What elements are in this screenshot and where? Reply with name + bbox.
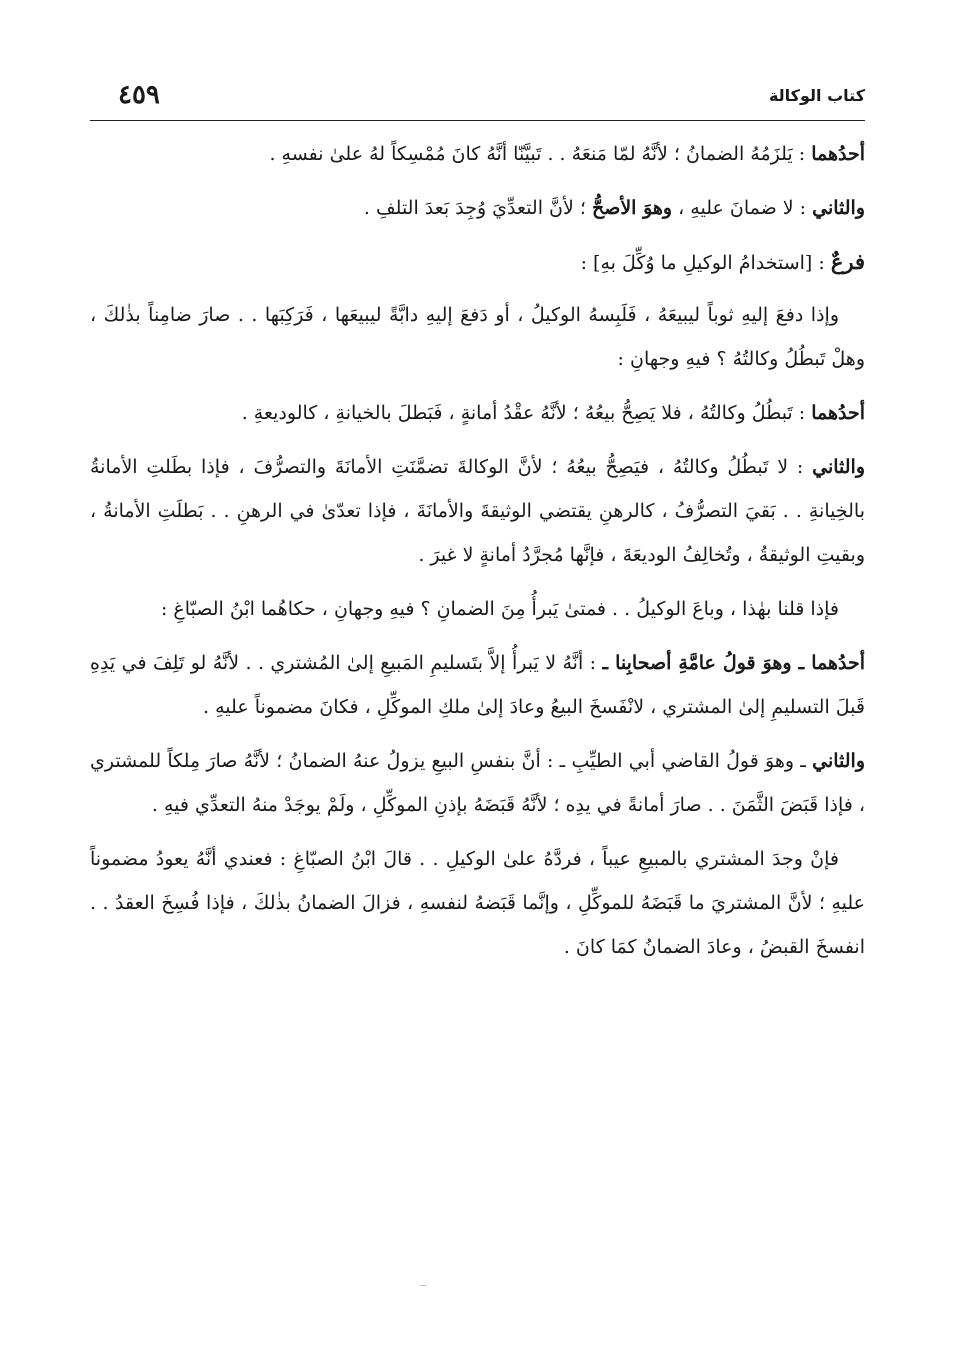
- paragraph-7: [90, 641, 865, 729]
- paragraph-text: ـ وهوَ قولُ القاضي أبي الطيِّبِ ـ : أنَّ بنفسِ البيعِ يزولُ عنهُ الضمانُ ؛ لأنَّهُ صارَ مِلكاً للمشتري ، فإذا قَبَضَ الثَّمَنَ . . صارَ أمانةً في يدِه ؛ لأنَّهُ قَبَضَهُ بإذنِ الموكِّلِ ، ولَمْ يوجَدْ منهُ التعدِّي فيهِ .: [90, 750, 865, 816]
- paragraph-text-after: ؛ لأنَّ التعدِّيَ وُجِدَ بَعدَ التلفِ .: [363, 197, 592, 219]
- paragraph-text: : يَلزَمُهُ الضمانُ ؛ لأنَّهُ لمّا مَنعَهُ . . تَبيَّنّا أنَّهُ كانَ مُمْسِكاً لهُ علىٰ نفسهِ .: [269, 143, 812, 165]
- paragraph-lead: والثاني: [812, 456, 865, 478]
- paragraph-lead: أحدُهما ـ وهوَ قولُ عامَّةِ أصحابِنا ـ: [602, 652, 865, 674]
- paragraph-text: : أنَّهُ لا يَبرأُ إلاَّ بتَسليمِ المَبيعِ إلىٰ المُشتري . . لأنَّهُ لو تَلِفَ في يَدِهِ قَبلَ التسليمِ إلىٰ المشتري ، لانْفَسخَ البيعُ وعادَ إلىٰ ملكِ الموكِّلِ ، فكانَ مضموناً عليهِ .: [90, 652, 865, 718]
- paragraph-text: : لا تَبطُلُ وكالتُهُ ، فيَصِحُّ بيعُهُ ؛ لأنَّ الوكالةَ تضمَّنَتِ الأمانَةَ والتصرُّفَ ، فإذا بطَلتِ الأمانةُ بالخِيانةِ . . بَقيَ التصرُّفُ ، كالرهنِ يقتضي الوثيقةَ والأمانَةَ ، فإذا تعدّىٰ في الرهنِ . . بَطلَتِ الأمانةُ ، وبقيتِ الوثيقةُ ، وتُخالِفُ الوديعَةَ ، فإنَّها مُجرَّدُ أمانةٍ لا غيرَ .: [90, 456, 865, 566]
- paragraph-text: فإنْ وجدَ المشتري بالمبيعِ عيباً ، فردَّهُ علىٰ الوكيلِ . . قالَ ابْنُ الصبّاغِ : فعندي أنَّهُ يعودُ مضموناً عليهِ ؛ لأنَّ المشتريَ ما قَبَضَهُ للموكِّلِ ، وإنَّما قَبَضهُ لنفسهِ ، فزالَ الضمانُ بذٰلكَ ، فإذا فُسِخَ العقدُ . . انفسخَ القبضُ ، وعادَ الضمانُ كمَا كانَ .: [90, 848, 865, 958]
- paragraph-lead: والثاني: [812, 197, 865, 219]
- book-page: [90, 70, 865, 1310]
- paragraph-3: [90, 293, 865, 381]
- paragraph-lead: والثاني: [812, 750, 865, 772]
- paragraph-lead: أحدُهما: [811, 143, 865, 165]
- paragraph-text: وإذا دفعَ إليهِ ثوباً ليبيعَهُ ، فَلَبِسهُ الوكيلُ ، أو دَفعَ إليهِ دابَّةً ليبيعَها ، فَرَكِبَها . . صارَ ضامِناً بذٰلكَ ، وهلْ تَبطُلُ وكالتُهُ ؟ فيهِ وجهانِ :: [90, 304, 865, 370]
- paragraph-text: : تَبطُلُ وكالتُهُ ، فلا يَصِحُّ بيعُهُ ؛ لأنَّهُ عقْدُ أمانةٍ ، فَبَطلَ بالخيانةِ ، كالوديعةِ .: [241, 402, 812, 424]
- running-title: كتاب الوكالة: [768, 86, 865, 105]
- paragraph-9: [90, 837, 865, 969]
- section-heading-word: فرعٌ: [830, 249, 865, 274]
- paragraph-emphasis: وهوَ الأصحُّ: [591, 197, 673, 219]
- paragraph-5: [90, 445, 865, 577]
- scan-speck: [420, 1285, 426, 1286]
- paragraph-6: [90, 587, 865, 631]
- section-heading: [90, 240, 865, 285]
- running-header: [90, 80, 865, 116]
- header-rule: [90, 120, 865, 121]
- paragraph-text: فإذا قلنا بهٰذا ، وباعَ الوكيلُ . . فمتىٰ يَبرأُ مِنَ الضمانِ ؟ فيهِ وجهانِ ، حكاهُما ابْنُ الصبّاغِ :: [160, 598, 839, 620]
- page-number: ٤٥٩: [118, 80, 160, 110]
- paragraph-8: [90, 739, 865, 827]
- paragraph-4: [90, 391, 865, 435]
- paragraph-2: [90, 186, 865, 230]
- section-subtitle: : [استخدامُ الوكيلِ ما وُكِّلَ بهِ] :: [580, 252, 831, 274]
- body-text: [90, 132, 865, 979]
- paragraph-lead: أحدُهما: [811, 402, 865, 424]
- paragraph-text: : لا ضمانَ عليهِ ،: [672, 197, 813, 219]
- paragraph-1: [90, 132, 865, 176]
